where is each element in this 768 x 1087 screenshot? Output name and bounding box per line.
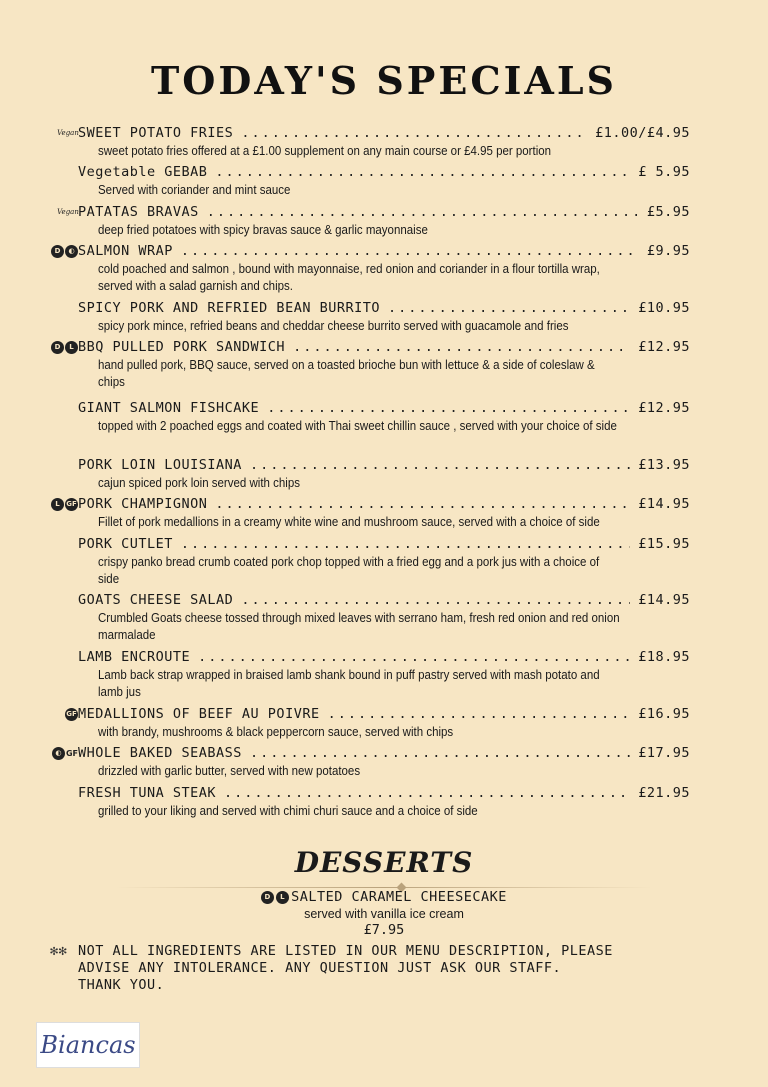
item-name: PORK LOIN LOUISIANA [78, 457, 242, 473]
allergen-icons [58, 125, 78, 141]
item-price: £14.95 [638, 496, 690, 512]
dot-leader [215, 164, 630, 180]
item-description: cold poached and salmon , bound with mayonnaise, red onion and coriander in a flour tortilla wrap, served with a salad garnish and chips. [98, 262, 600, 293]
allergen-icons [51, 243, 78, 259]
item-description: Crumbled Goats cheese tossed through mixed leaves with serrano ham, fresh red onion and red onion marmalade [98, 611, 620, 642]
item-description: deep fried potatoes with spicy bravas sauce & garlic mayonnaise [98, 223, 428, 237]
item-name: BBQ PULLED PORK SANDWICH [78, 339, 286, 355]
item-price: £1.00/£4.95 [595, 125, 690, 141]
dot-leader [250, 457, 630, 473]
dairy-icon: D [51, 245, 64, 258]
item-description: topped with 2 poached eggs and coated with Thai sweet chillin sauce , served with your choice of side [98, 419, 617, 433]
item-description: Served with coriander and mint sauce [98, 183, 291, 197]
dot-leader [215, 496, 630, 512]
dot-leader [181, 243, 639, 259]
dot-leader [293, 339, 630, 355]
allergen-icons [52, 745, 78, 761]
lactose-icon: L [51, 498, 64, 511]
dot-leader [241, 125, 587, 141]
item-price: £ 5.95 [638, 164, 690, 180]
item-name: PORK CUTLET [78, 536, 173, 552]
dot-leader [207, 204, 639, 220]
fish-icon: ◐ [65, 245, 78, 258]
item-description: hand pulled pork, BBQ sauce, served on a toasted brioche bun with lettuce & a side of coleslaw & chips [98, 358, 595, 389]
dot-leader [181, 536, 630, 552]
item-description: sweet potato fries offered at a £1.00 supplement on any main course or £4.95 per portion [98, 144, 552, 158]
dot-leader [241, 592, 630, 608]
dot-leader [198, 649, 630, 665]
dot-leader [267, 400, 630, 416]
item-name: SALMON WRAP [78, 243, 173, 259]
allergen-icons [51, 339, 78, 355]
allergen-icons [65, 706, 78, 722]
gf-icon: GF [65, 748, 78, 758]
dessert-item [0, 886, 768, 938]
dot-leader [224, 785, 630, 801]
item-name: SPICY PORK AND REFRIED BEAN BURRITO [78, 300, 380, 316]
item-name: Vegetable GEBAB [78, 164, 208, 180]
gluten-free-icon: GF [65, 708, 78, 721]
item-price: £13.95 [638, 457, 690, 473]
item-description: spicy pork mince, refried beans and cheddar cheese burrito served with guacamole and fries [98, 319, 569, 333]
item-name: GOATS CHEESE SALAD [78, 592, 234, 608]
dot-leader [388, 300, 630, 316]
allergen-icons [51, 496, 78, 512]
item-price: £12.95 [638, 339, 690, 355]
item-name: SWEET POTATO FRIES [78, 125, 234, 141]
notice-text: NOT ALL INGREDIENTS ARE LISTED IN OUR MENU DESCRIPTION, PLEASE ADVISE ANY INTOLERANCE. ANY QUESTION JUST ASK OUR STAFF. THANK YOU. [78, 943, 613, 993]
dot-leader [328, 706, 631, 722]
restaurant-logo [36, 1022, 140, 1068]
item-price: £17.95 [638, 745, 690, 761]
item-name: FRESH TUNA STEAK [78, 785, 217, 801]
asterisk-icon: ✻✻ [50, 943, 68, 959]
dessert-description: served with vanilla ice cream [304, 907, 464, 921]
vegan-icon: Vegan [57, 129, 79, 137]
item-price: £14.95 [638, 592, 690, 608]
item-name: WHOLE BAKED SEABASS [78, 745, 242, 761]
item-name: LAMB ENCROUTE [78, 649, 191, 665]
dessert-name: SALTED CARAMEL CHEESECAKE [291, 889, 507, 905]
dairy-icon: D [261, 891, 274, 904]
item-price: £18.95 [638, 649, 690, 665]
item-name: PORK CHAMPIGNON [78, 496, 208, 512]
item-price: £16.95 [638, 706, 690, 722]
item-description: Lamb back strap wrapped in braised lamb shank bound in puff pastry served with mash potato and lamb jus [98, 668, 600, 699]
item-price: £12.95 [638, 400, 690, 416]
item-description: crispy panko bread crumb coated pork chop topped with a fried egg and a pork jus with a choice of side [98, 555, 600, 586]
allergen-icons [58, 204, 78, 220]
item-price: £15.95 [638, 536, 690, 552]
item-description: Fillet of pork medallions in a creamy white wine and mushroom sauce, served with a choice of side [98, 515, 600, 529]
vegan-icon: Vegan [57, 208, 79, 216]
allergen-notice [50, 943, 690, 994]
item-description: drizzled with garlic butter, served with new potatoes [98, 764, 361, 778]
item-price: £10.95 [638, 300, 690, 316]
dot-leader [250, 745, 630, 761]
item-description: cajun spiced pork loin served with chips [98, 476, 300, 490]
item-price: £9.95 [646, 243, 690, 259]
lactose-icon: L [276, 891, 289, 904]
gluten-free-icon: GF [65, 498, 78, 511]
fish-icon: ◐ [52, 747, 65, 760]
dessert-price: £7.95 [363, 922, 405, 938]
item-description: with brandy, mushrooms & black peppercorn sauce, served with chips [98, 725, 454, 739]
desserts-heading: DESSERTS [294, 846, 474, 879]
item-name: MEDALLIONS OF BEEF AU POIVRE [78, 706, 320, 722]
item-name: GIANT SALMON FISHCAKE [78, 400, 260, 416]
item-price: £5.95 [646, 204, 690, 220]
logo-text: Biancas [40, 1031, 136, 1059]
item-name: PATATAS BRAVAS [78, 204, 199, 220]
lactose-icon: L [65, 341, 78, 354]
item-description: grilled to your liking and served with chimi churi sauce and a choice of side [98, 804, 478, 818]
item-price: £21.95 [638, 785, 690, 801]
dairy-icon: D [51, 341, 64, 354]
page-title: TODAY'S SPECIALS [151, 58, 617, 103]
